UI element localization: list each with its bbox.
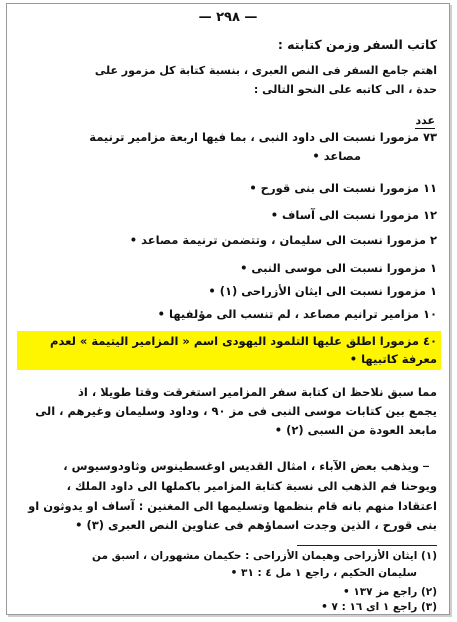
- footnote-1-line-2: سليمان الحكيم ، راجع ١ مل ٤ : ٣١ •: [230, 567, 417, 579]
- list-item-2: ١١ مزمورا نسبت الى بنى قورح •: [249, 181, 437, 195]
- list-item-5: ١ مزمورا نسبت الى موسى النبى •: [240, 261, 437, 275]
- count-label-text: عدد: [415, 114, 435, 127]
- list-item-1-line-1: ٧٣ مزمورا نسبت الى داود النبى ، بما فيها اربعة مزامير ترنيمة: [89, 130, 437, 144]
- footnote-divider: [297, 545, 437, 546]
- list-item-3: ١٢ مزمورا نسبت الى آساف •: [270, 208, 437, 222]
- list-item-1-line-2: مصاعد •: [312, 149, 361, 163]
- paragraph-1-line-1: مما سبق نلاحظ ان كتابة سفر المزامير استغرقت وقتا طويلا ، اذ: [77, 385, 437, 399]
- list-item-6: ١ مزمورا نسبت الى ايثان الأزراحى (١) •: [208, 284, 437, 298]
- paragraph-1-line-2: يجمع بين كتابات موسى النبى فى مز ٩٠ ، وداود وسليمان وغيرهم ، الى: [35, 404, 437, 418]
- intro-line-1: اهتم جامع السفر فى النص العبرى ، بنسبة كتابة كل مزمور على: [94, 64, 437, 77]
- paragraph-2-line-4: بنى قورح ، الذين وجدت اسماؤهم فى عناوين النص العبرى (٣) •: [75, 518, 437, 532]
- list-item-8-line-2: معرفة كاتبيها •: [349, 352, 437, 366]
- footnote-1-line-1: (١) ايثان الأزراحى وهيمان الأزراحى : حكيمان مشهوران ، اسبق من: [92, 550, 437, 562]
- document-page: [6, 3, 450, 615]
- section-heading: كاتب السفر وزمن كتابته :: [277, 37, 437, 52]
- count-column-label: [415, 114, 435, 127]
- paragraph-2-line-2: ويوحنا فم الذهب الى نسبة كتابة المزامير باكملها الى داود الملك ،: [66, 479, 437, 493]
- list-item-8-line-1: ٤٠ مزمورا اطلق عليها التلمود اليهودى اسم « المزامير اليتيمة » لعدم: [50, 334, 437, 348]
- footnote-3: (٣) راجع ١ اى ١٦ : ٧ •: [321, 601, 437, 613]
- page-number: — ٢٩٨ —: [198, 10, 258, 25]
- paragraph-2-dash: _: [423, 453, 429, 467]
- intro-line-2: حدة ، الى كاتبه على النحو التالى :: [253, 83, 437, 96]
- paragraph-1-line-3: مابعد العودة من السبى (٢) •: [274, 423, 437, 437]
- footnote-2: (٢) راجع مز ١٣٧ •: [342, 586, 437, 598]
- list-item-7: ١٠ مزامير ترانيم مصاعد ، لم تنسب الى مؤلفيها •: [157, 307, 437, 321]
- paragraph-2-line-3: اعتقادا منهم بانه قام بنظمها وتسليمها الى المغنين : آساف او يدوثون او: [28, 499, 437, 513]
- paragraph-2-line-1: ويذهب بعض الآباء ، امثال القديس اوغسطينوس وثاودوسيوس ،: [63, 459, 419, 473]
- list-item-4: ٢ مزمورا نسبت الى سليمان ، وتتضمن ترنيمة مصاعد •: [129, 233, 437, 247]
